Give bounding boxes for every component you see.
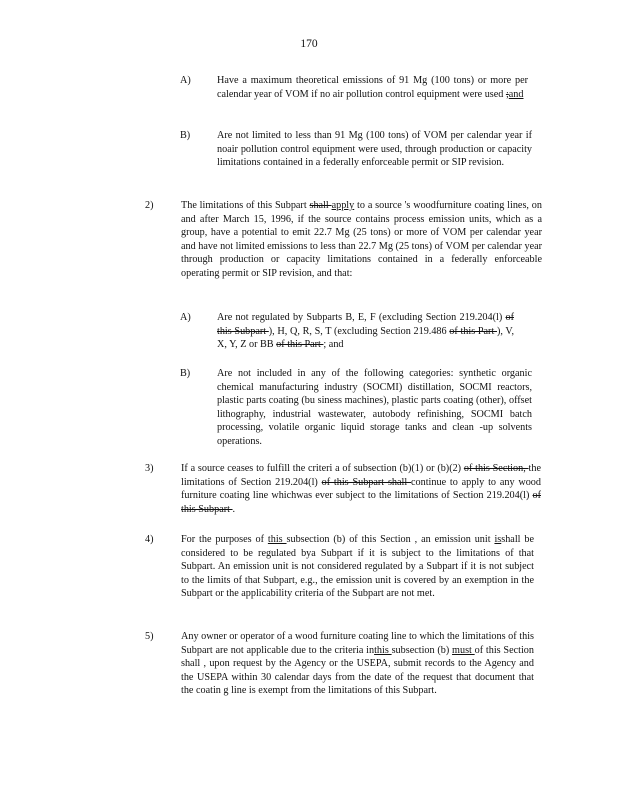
paragraph-text <box>181 533 534 601</box>
paragraph-marker: B) <box>180 368 191 379</box>
text-segment: If a source ceases to fulfill the criteri a of subsection (b)(1) or (b)(2) <box>181 463 464 474</box>
struck-text: of this Part <box>449 325 497 337</box>
struck-text: of this Part <box>276 339 324 351</box>
text-segment: Are not included in any of the following categories: synthetic organic chemical manufacturing industry (SOCMI) distillation, SOCMI reactors, plastic parts coating (bu siness machines), plastic parts coating (other), offset lithography, industrial wastewater, autobody refinishing, SOCMI batch processing, volatile organic liquid storage tanks and clean -up solvents operations. <box>217 368 532 447</box>
text-segment: ), H, Q, R, S, T (excluding Section 219.486 <box>268 325 450 337</box>
paragraph-text <box>217 311 514 352</box>
paragraph-text <box>217 129 532 170</box>
paragraph-a1 <box>180 74 528 119</box>
paragraph-marker: 2) <box>145 200 154 211</box>
struck-text: of this Section, <box>463 463 529 474</box>
struck-text: of this Subpart <box>181 490 541 515</box>
paragraph-text <box>217 367 532 449</box>
text-segment: Are not limited to less than 91 Mg (100 tons) of VOM per calendar year if noair pollution control equipment were used, through production or capacity limitations contained in a federally enforceable permit or SIP revision. <box>217 130 532 169</box>
paragraph-a2 <box>180 311 514 356</box>
text-segment: the limitations of Section 219.204(l) <box>181 463 541 488</box>
paragraph-marker: 5) <box>145 631 154 642</box>
text-segment: subsection (b) <box>391 644 453 656</box>
struck-text: shall <box>309 200 332 211</box>
inserted-text: this <box>374 644 392 656</box>
inserted-text: this <box>267 534 287 545</box>
paragraph-b1 <box>180 129 532 189</box>
text-segment: For the purposes of <box>181 534 268 545</box>
paragraph-4 <box>145 533 534 618</box>
paragraph-text <box>181 199 542 281</box>
struck-text: of this Subpart shall <box>321 476 412 488</box>
text-segment: The limitations of this Subpart <box>181 200 310 211</box>
text-segment: of this Section shall , upon request by the Agency or the USEPA, submit records to the Agency and the USEPA within 30 calendar days from the date of the request that document that the coatin g line is exempt from the limitations of this Subpart. <box>181 644 534 697</box>
paragraph-marker: A) <box>180 75 191 86</box>
paragraph-3 <box>145 462 541 524</box>
paragraph-marker: A) <box>180 312 191 323</box>
inserted-text: is <box>494 534 502 545</box>
text-segment: ; and <box>323 339 344 351</box>
text-segment: Are not regulated by Subparts B, E, F (excluding Section 219.204(l) <box>217 312 506 323</box>
paragraph-b2 <box>180 367 532 452</box>
struck-text: ; <box>505 88 509 100</box>
inserted-text: and <box>508 88 524 100</box>
paragraph-2 <box>145 199 542 299</box>
text-segment: . <box>232 503 236 515</box>
paragraph-marker: 3) <box>145 463 154 474</box>
paragraph-marker: 4) <box>145 534 154 545</box>
paragraph-marker: B) <box>180 130 191 141</box>
paragraph-text <box>181 630 534 698</box>
inserted-text: must <box>452 644 475 656</box>
text-segment: ), V, X, Y, Z or BB <box>217 325 514 351</box>
text-segment: Have a maximum theoretical emissions of 91 Mg (100 tons) or more per calendar year of VOM if no air pollution control equipment were used <box>217 75 528 100</box>
text-segment: subsection (b) of this Section , an emission unit <box>286 534 495 545</box>
text-segment: shall be considered to be regulated bya Subpart if it is subject to the limitations of that Subpart. An emission unit is not considered regulated by a Subpart if it is not subject to the limits of that Subpart, e.g., the emission unit is covered by an exemption in the Subpart or the applicability criteria of the Subpart are not met. <box>181 534 535 600</box>
paragraph-text <box>217 74 528 101</box>
paragraph-5 <box>145 630 534 715</box>
page-number: 170 <box>300 38 318 50</box>
struck-text: of this Subpart <box>217 312 514 337</box>
text-segment: to a source 's woodfurniture coating lines, on and after March 15, 1996, if the source contains process emission units, which as a group, have a potential to emit 22.7 Mg (25 tons) or more of VOM per calendar year and have not limited emissions to less than 22.7 Mg (25 tons) of VOM per calendar year through production or capacity limitations contained in a federally enforceable operating permit or SIP revision, and that: <box>181 200 542 279</box>
inserted-text: apply <box>331 200 355 211</box>
paragraph-text <box>181 462 541 516</box>
text-segment: continue to apply to any wood furniture coating line whichwas ever subject to the limitations of Section 219.204(l) <box>181 476 541 502</box>
text-segment: Any owner or operator of a wood furniture coating line to which the limitations of this Subpart are not applicable due to the criteria in <box>181 631 534 656</box>
